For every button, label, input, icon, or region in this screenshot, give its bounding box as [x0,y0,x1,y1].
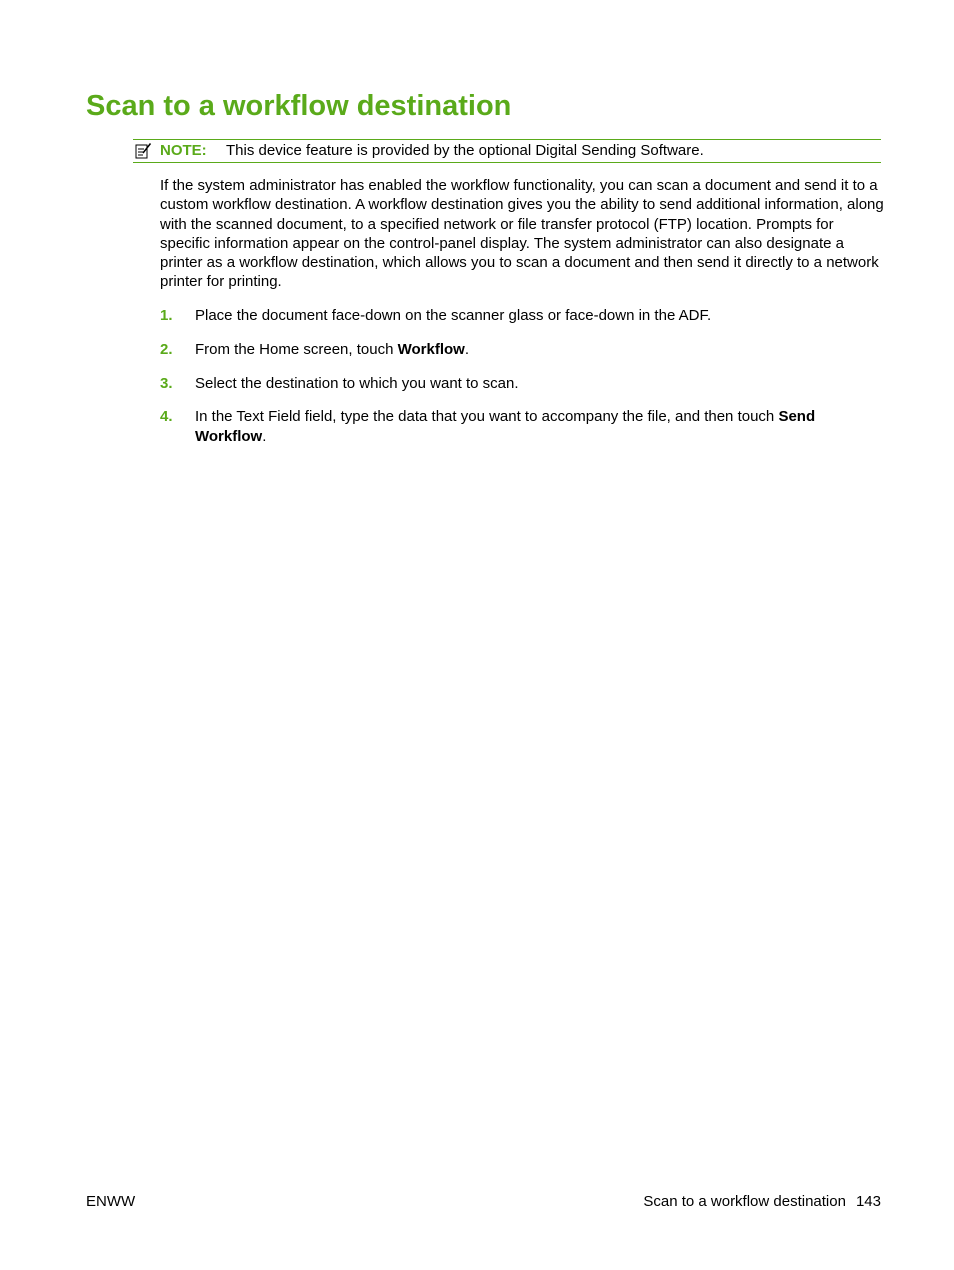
note-pencil-icon [135,142,152,159]
step-text: In the Text Field field, type the data that you want to accompany the file, and then touch Send Workflow. [195,408,816,445]
list-item [160,374,885,393]
footer-right [643,1193,881,1210]
footer-section-title: Scan to a workflow destination [643,1193,846,1210]
step-number: 4. [160,408,173,426]
list-item [160,407,885,446]
note-text: This device feature is provided by the optional Digital Sending Software. [226,142,704,159]
intro-paragraph: If the system administrator has enabled the workflow functionality, you can scan a document and send it to a custom workflow destination. A workflow destination gives you the ability to send additional information, along with the scanned document, to a specified network or file transfer protocol (FTP) location. Prompts for specific information appear on the control-panel display. The system administrator can also designate a printer as a workflow destination, which allows you to scan a document and then send it directly to a network printer for printing. [160,177,884,291]
note-callout [133,139,881,163]
list-item [160,306,885,325]
page-title: Scan to a workflow destination [86,90,512,122]
step-number: 3. [160,374,173,392]
note-label: NOTE: [160,142,207,159]
list-item [160,340,885,359]
footer-left: ENWW [86,1193,136,1210]
step-number: 1. [160,307,173,324]
step-text: Place the document face-down on the scanner glass or face-down in the ADF. [195,307,712,324]
steps-list [160,306,885,446]
page-number: 143 [855,1193,881,1210]
step-text: Select the destination to which you want to scan. [195,374,519,392]
step-text: From the Home screen, touch Workflow. [195,340,469,358]
step-number: 2. [160,340,173,358]
